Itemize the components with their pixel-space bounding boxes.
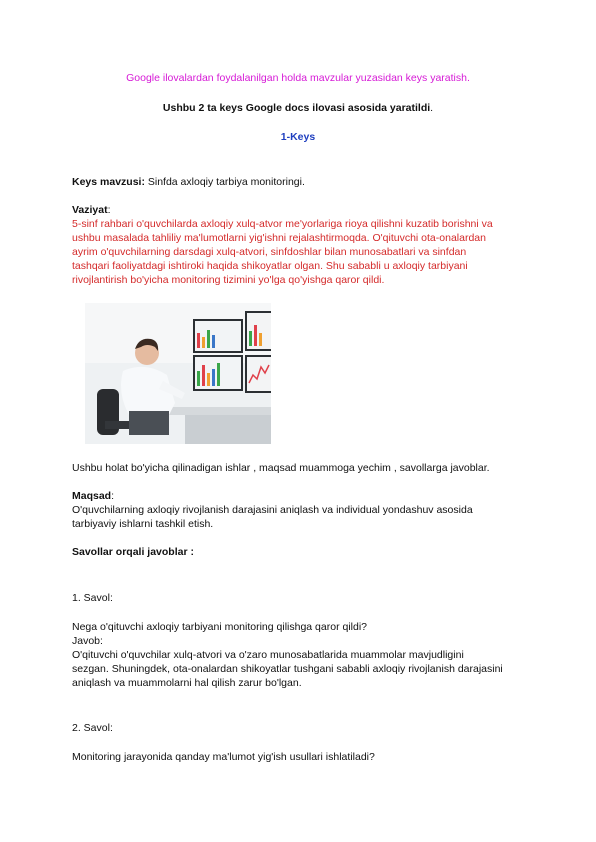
case-title: 1-Keys bbox=[280, 131, 316, 143]
header-subtitle-text: Ushbu 2 ta keys Google docs ilovasi asosida yaratildi bbox=[162, 102, 431, 114]
situation-line: ayrim o'quvchilarning darsdagi xulq-atvori, sinfdoshlar bilan munosabatlari va sinfdan bbox=[72, 246, 467, 258]
situation-line: tashqari faoliyatdagi ishtiroki haqida shikoyatlar olgan. Shu sababli u axloqiy tarbiyani bbox=[72, 260, 468, 272]
qa-heading-text: Savollar orqali javoblar : bbox=[72, 546, 194, 558]
goal-colon: : bbox=[111, 490, 115, 502]
situation-line: 5-sinf rahbari o'quvchilarda axloqiy xulq-atvor me'yorlariga rioya qilishni kuzatib borishni va bbox=[72, 218, 493, 230]
qa-heading bbox=[72, 545, 524, 559]
situation-text bbox=[72, 217, 524, 287]
header-subtitle bbox=[0, 102, 596, 114]
topic-label: Keys mavzusi: bbox=[72, 176, 145, 188]
goal-heading bbox=[72, 489, 524, 503]
answer-1-line: aniqlash va muammolarni hal qilish zarur bo'lgan. bbox=[72, 677, 302, 689]
summary-line: Ushbu holat bo'yicha qilinadigan ishlar , maqsad muammoga yechim , savollarga javoblar. bbox=[72, 462, 490, 474]
header-subtitle-period: . bbox=[430, 102, 434, 114]
goal-label: Maqsad bbox=[72, 490, 112, 502]
topic-line bbox=[72, 175, 524, 189]
question-1-block bbox=[72, 620, 524, 690]
question-2-text: Monitoring jarayonida qanday ma'lumot yig'ish usullari ishlatiladi? bbox=[72, 751, 375, 763]
goal-line: O'quvchilarning axloqiy rivojlanish darajasini aniqlash va individual yondashuv asosida bbox=[72, 504, 473, 516]
monitoring-photo-illustration bbox=[85, 303, 271, 444]
situation-line: rivojlantirish bo'yicha monitoring tizimini yo'lga qo'yishga qaror qildi. bbox=[72, 274, 385, 286]
answer-1-label: Javob: bbox=[72, 635, 103, 647]
situation-heading bbox=[72, 203, 524, 217]
situation-line: ushbu masalada tahliliy ma'lumotlarni yig'ishni rejalashtirmoqda. O'qituvchi ota-onalardan bbox=[72, 232, 486, 244]
answer-1-line: sezgan. Shuningdek, ota-onalardan shikoyatlar tushgani sababli axloqiy rivojlanish darajasini bbox=[72, 663, 503, 675]
question-1-label: 1. Savol: bbox=[72, 592, 113, 604]
question-1-text: Nega o'qituvchi axloqiy tarbiyani monitoring qilishga qaror qildi? bbox=[72, 621, 367, 633]
question-2-label: 2. Savol: bbox=[72, 722, 113, 734]
situation-label: Vaziyat bbox=[72, 204, 108, 216]
goal-text bbox=[72, 503, 524, 531]
answer-1-line: O'qituvchi o'quvchilar xulq-atvori va o'zaro munosabatlarida muammolar mavjudligini bbox=[72, 649, 464, 661]
goal-line: tarbiyaviy ishlarni tashkil etish. bbox=[72, 518, 214, 530]
situation-colon: : bbox=[107, 204, 111, 216]
header-line: Google ilovalardan foydalanilgan holda mavzular yuzasidan keys yaratish. bbox=[126, 72, 470, 84]
topic-text: Sinfda axloqiy tarbiya monitoringi. bbox=[144, 176, 305, 188]
monitoring-photo bbox=[85, 303, 271, 444]
